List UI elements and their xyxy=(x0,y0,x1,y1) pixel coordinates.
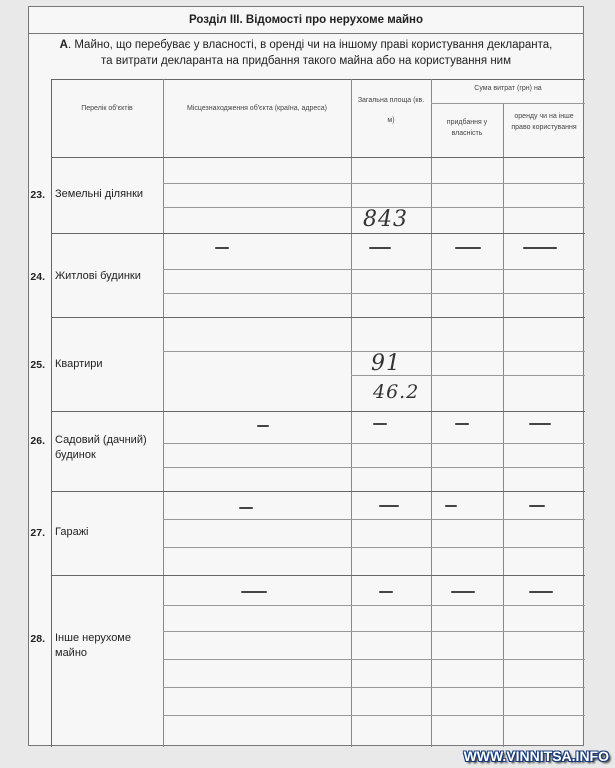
subsection-letter: А xyxy=(59,39,68,51)
row-label-land: Земельні ділянки xyxy=(55,188,144,200)
handwritten-dash xyxy=(445,505,457,507)
handwritten-dash xyxy=(455,423,469,425)
site-watermark: WWW.VINNITSA.INFO xyxy=(463,748,609,764)
col-header-location-text: Місцезнаходження об'єкта (країна, адреса) xyxy=(187,105,327,112)
row-label-houses: Житлові будинки xyxy=(55,270,141,282)
row-label-garages: Гаражі xyxy=(55,526,89,538)
sub-line xyxy=(163,715,585,716)
handwritten-dash xyxy=(215,247,229,249)
sub-line xyxy=(163,519,585,520)
row-number: 24. xyxy=(30,271,45,283)
row-number: 23. xyxy=(30,189,45,201)
handwritten-dash xyxy=(239,507,253,509)
table-top-border xyxy=(51,79,585,80)
handwritten-apartment-area-2: 46.2 xyxy=(373,381,420,403)
col-header-rent xyxy=(505,111,583,189)
handwritten-dash xyxy=(451,591,475,593)
sub-line xyxy=(163,605,585,606)
sub-line xyxy=(163,183,585,184)
col-header-area-text: Загальна площа (кв. м) xyxy=(357,97,425,124)
subsection-line-1-text: . Майно, що перебуває у власності, в оренді чи на іншому праві користування декларанта, xyxy=(67,39,553,51)
declaration-form-page xyxy=(28,6,584,746)
row-number: 26. xyxy=(30,435,45,447)
sub-line xyxy=(163,547,585,548)
sub-line xyxy=(163,269,585,270)
col-header-location xyxy=(163,103,351,181)
section-title: Розділ III. Відомості про нерухоме майно xyxy=(29,7,583,34)
col-header-objects xyxy=(51,103,163,181)
row-number: 25. xyxy=(30,359,45,371)
row-label-country-house: Садовий (дачний) будинок xyxy=(55,434,147,461)
sub-line xyxy=(163,687,585,688)
handwritten-apartment-area-1: 91 xyxy=(371,351,401,376)
sub-line xyxy=(163,659,585,660)
handwritten-dash xyxy=(455,247,481,249)
col-header-objects-text: Перелік об'єктів xyxy=(81,105,133,112)
col-header-rent-text: оренду чи на інше право користування xyxy=(511,113,577,131)
handwritten-dash xyxy=(529,505,545,507)
handwritten-dash xyxy=(529,591,553,593)
sub-line xyxy=(163,467,585,468)
handwritten-dash xyxy=(379,591,393,593)
row-separator xyxy=(51,317,585,318)
row-number: 27. xyxy=(30,527,45,539)
handwritten-land-area: 843 xyxy=(363,207,408,232)
subsection-heading xyxy=(29,37,583,69)
col-header-costs-text: Сума витрат (грн) на xyxy=(474,85,542,92)
row-separator xyxy=(51,411,585,412)
handwritten-dash xyxy=(379,505,399,507)
row-separator xyxy=(51,491,585,492)
sub-line xyxy=(163,443,585,444)
handwritten-dash xyxy=(257,425,269,427)
row-label-other-property: Інше нерухоме майно xyxy=(55,632,131,659)
col-divider-area xyxy=(351,79,352,747)
col-header-area xyxy=(355,91,427,169)
row-number: 28. xyxy=(30,633,45,645)
row-separator xyxy=(51,575,585,576)
handwritten-dash xyxy=(369,247,391,249)
subsection-line-2: та витрати декларанта на придбання такого майна або на користування ним xyxy=(101,55,511,67)
handwritten-dash xyxy=(373,423,387,425)
col-divider-purchase xyxy=(431,79,432,747)
sub-line xyxy=(163,293,585,294)
col-header-purchase-text: придбання у власність xyxy=(446,119,488,137)
handwritten-dash xyxy=(523,247,557,249)
sub-line xyxy=(163,631,585,632)
row-label-apartments: Квартири xyxy=(55,358,103,370)
col-divider-rent xyxy=(503,103,504,747)
handwritten-dash xyxy=(241,591,267,593)
row-separator xyxy=(51,233,585,234)
handwritten-dash xyxy=(529,423,551,425)
subsection-line-1 xyxy=(29,37,583,53)
